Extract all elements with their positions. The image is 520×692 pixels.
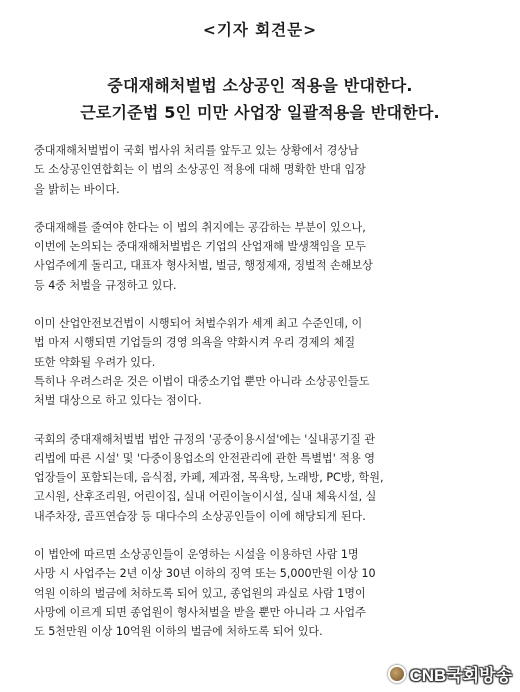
paragraph-5 bbox=[34, 430, 492, 526]
text-line: 도 5천만원 이상 10억원 이하의 벌금에 처하도록 되어 있다. bbox=[34, 625, 323, 639]
text-line: 중대재해를 줄여야 한다는 이 법의 취지에는 공감하는 부분이 있으나, bbox=[34, 220, 366, 234]
text-line: 등 4중 처벌을 규정하고 있다. bbox=[34, 278, 177, 292]
paragraph-4 bbox=[34, 372, 492, 411]
paragraph-2 bbox=[34, 218, 492, 295]
text-line: 업장들이 포함되는데, 음식점, 카페, 제과점, 목욕탕, 노래방, PC방, 학원, bbox=[34, 471, 384, 485]
headline-1: 중대재해처벌법 소상공인 적용을 반대한다. bbox=[107, 76, 413, 95]
text-line: 사망 시 사업주는 2년 이상 30년 이하의 징역 또는 5,000만원 이상 10 bbox=[34, 567, 376, 581]
text-line: 중대재해처벌법이 국회 법사위 처리를 앞두고 있는 상황에서 경상남 bbox=[34, 144, 359, 157]
paragraph-3 bbox=[34, 314, 492, 372]
text-line: 리법에 따른 시설' 및 '다중이용업소의 안전관리에 관한 특별법' 적용 영 bbox=[34, 451, 375, 465]
text-line: 국회의 중대재해처벌법 법안 규정의 '공중이용시설'에는 '실내공기질 관 bbox=[34, 432, 376, 446]
text-line: 사업주에게 돌리고, 대표자 형사처벌, 벌금, 행정제재, 징벌적 손해보상 bbox=[34, 259, 373, 273]
broadcaster-watermark bbox=[388, 661, 512, 686]
text-line: 또한 약화될 우려가 있다. bbox=[34, 355, 156, 369]
text-line: 사망에 이르게 되면 종업원이 형사처벌을 받을 뿐만 아니라 그 사업주 bbox=[34, 605, 366, 619]
text-line: 특히나 우려스러운 것은 이법이 대중소기업 뿐만 아니라 소상공인들도 bbox=[34, 374, 370, 388]
text-line: 내주차장, 골프연습장 등 대다수의 소상공인들이 이에 해당되게 된다. bbox=[34, 509, 366, 523]
headline-2: 근로기준법 5인 미만 사업장 일괄적용을 반대한다. bbox=[80, 103, 440, 122]
paragraph-6 bbox=[34, 545, 492, 641]
text-line: 이 법안에 따르면 소상공인들이 운영하는 시설을 이용하던 사람 1명 bbox=[34, 548, 359, 562]
text-line: 을 밝히는 바이다. bbox=[34, 182, 120, 196]
text-line: 억원 이하의 벌금에 처하도록 되어 있고, 종업원의 과실로 사람 1명이 bbox=[34, 586, 366, 600]
watermark-text: CNB국회방송 bbox=[409, 666, 512, 685]
text-line: 고시원, 산후조리원, 어린이집, 실내 어린이놀이시설, 실내 체육시설, 실 bbox=[34, 490, 377, 504]
paragraph-1 bbox=[34, 141, 492, 199]
broadcaster-logo-icon bbox=[388, 665, 406, 683]
text-line: 처벌 대상으로 하고 있다는 점이다. bbox=[34, 394, 202, 408]
text-line: 도 소상공인연합회는 이 법의 소상공인 적용에 대해 명확한 반대 입장 bbox=[34, 163, 366, 177]
text-line: 법 마저 시행되면 기업들의 경영 의욕을 약화시켜 우리 경제의 체질 bbox=[34, 336, 356, 350]
text-line: 이미 산업안전보건법이 시행되어 처벌수위가 세계 최고 수준인데, 이 bbox=[34, 317, 363, 331]
text-line: 이번에 논의되는 중대재해처벌법은 기업의 산업재해 발생책임을 모두 bbox=[34, 240, 366, 254]
document-type-heading: <기자 회견문> bbox=[202, 21, 318, 39]
body-text bbox=[34, 141, 492, 642]
